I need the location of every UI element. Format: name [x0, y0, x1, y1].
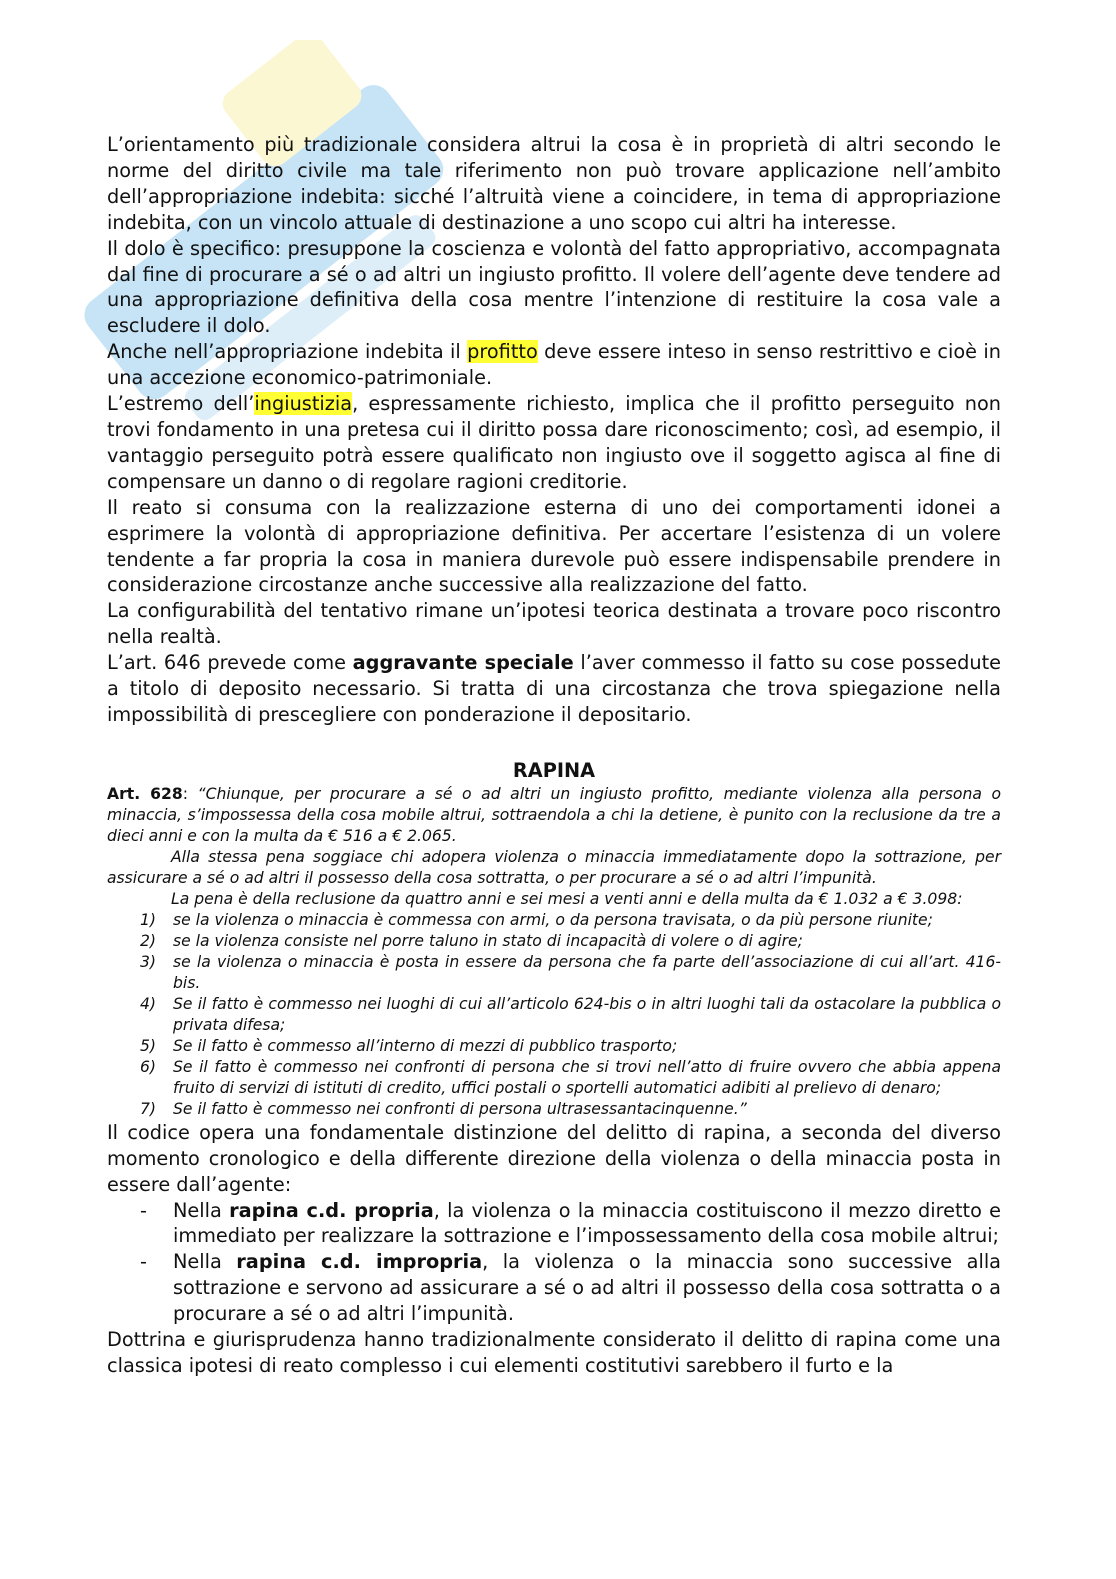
paragraph-orientamento: L’orientamento più tradizionale considera altrui la cosa è in proprietà di altri secondo le norme del diritto civile ma tale riferimento non può trovare applicazione nell’ambito dell’appropriazione indebita: sicché l’altruità viene a coincidere, in tema di appropriazione indebita, con un vincolo attuale di destinazione a uno scopo cui altri ha interesse.: [107, 133, 1001, 234]
dash-bullet: -: [140, 1250, 147, 1274]
paragraph-aggravante: [107, 650, 1001, 728]
law-item-text: se la violenza o minaccia è posta in essere da persona che fa parte dell’associazione di cui all’art. 416-bis.: [173, 952, 1001, 992]
law-item-text: Se il fatto è commesso nei luoghi di cui all’articolo 624-bis o in altri luoghi tali da ostacolare la pubblica o privata difesa;: [173, 994, 1001, 1034]
paragraph-profitto: [107, 339, 1001, 391]
text-run: , espressamente richiesto, implica che il profitto perseguito non trovi fondamento in una pretesa cui il diritto possa dare riconoscimento; così, ad esempio, il vantaggio perseguito potrà essere qualificato non ingiusto ove il soggetto agisca al fine di compensare un danno o di regolare ragioni creditorie.: [107, 392, 1001, 493]
paragraph-consumazione: Il reato si consuma con la realizzazione esterna di uno dei comportamenti idonei a esprimere la volontà di appropriazione definitiva. Per accertare l’esistenza di un volere tendente a far propria la cosa in maniera durevole può essere indispensabile prendere in considerazione circostanze anche successive alla realizzazione del fatto.: [107, 495, 1001, 597]
text-run: , la violenza o la minaccia sono successive alla sottrazione e servono ad assicurare a sé o ad altri il possesso della cosa sottratta o a procurare a sé o ad altri l’impunità.: [173, 1250, 1001, 1326]
bold-term: rapina c.d. propria: [229, 1198, 434, 1222]
text-run: Nella: [173, 1250, 237, 1274]
law-item: [107, 910, 1001, 931]
paragraph-distinzione: Il codice opera una fondamentale distinzione del delitto di rapina, a seconda del diverso momento cronologico e della differente direzione della violenza o della minaccia posta in essere dall’agente:: [107, 1120, 1001, 1196]
highlight-ingiustizia: ingiustizia: [254, 392, 353, 416]
law-item: [107, 1057, 1001, 1099]
text-run: L’art. 646 prevede come: [107, 651, 353, 675]
law-quote: [107, 784, 1001, 1120]
law-item: [107, 952, 1001, 994]
article-colon: :: [182, 784, 198, 803]
law-item-text: se la violenza o minaccia è commessa con armi, o da persona travisata, o da più persone riunite;: [173, 910, 933, 929]
document-page: [107, 132, 1001, 1379]
law-para-2: Alla stessa pena soggiace chi adopera violenza o minaccia immediatamente dopo la sottrazione, per assicurare a sé o ad altri il possesso della cosa sottratta, o per procurare a sé o ad altri l’impunità.: [107, 847, 1001, 887]
law-item-number: 4): [140, 994, 157, 1013]
text-run: deve essere inteso in senso restrittivo e cioè in una accezione economico-patrimoniale.: [107, 340, 1001, 390]
text-run: Nella: [173, 1198, 230, 1222]
list-item-rapina-impropria: [107, 1249, 1001, 1327]
law-item-number: 6): [140, 1057, 157, 1076]
dash-bullet: -: [140, 1198, 147, 1222]
law-item-text: Se il fatto è commesso all’interno di mezzi di pubblico trasporto;: [173, 1036, 678, 1055]
paragraph-tentativo: La configurabilità del tentativo rimane un’ipotesi teorica destinata a trovare poco riscontro nella realtà.: [107, 599, 1001, 649]
paragraph-dolo: Il dolo è specifico: presuppone la coscienza e volontà del fatto appropriativo, accompagnata dal fine di procurare a sé o ad altri un ingiusto profitto. Il volere dell’agente deve tendere ad una appropriazione definitiva della cosa mentre l’intenzione di restituire la cosa vale a escludere il dolo.: [107, 236, 1001, 338]
section-title: RAPINA: [512, 758, 596, 782]
law-item-number: 3): [140, 952, 157, 971]
law-item-text: se la violenza consiste nel porre taluno in stato di incapacità di volere o di agire;: [173, 931, 803, 950]
list-item-rapina-propria: [107, 1198, 1001, 1250]
law-item: [107, 1099, 1001, 1120]
law-items-list: [107, 910, 1001, 1120]
law-item-number: 1): [140, 910, 157, 929]
highlight-profitto: profitto: [467, 340, 538, 364]
text-run: , la violenza o la minaccia costituiscono il mezzo diretto e immediato per realizzare la sottrazione e l’impossessamento della cosa mobile altrui;: [173, 1198, 1001, 1248]
law-item: [107, 1036, 1001, 1057]
law-text: “Chiunque, per procurare a sé o ad altri un ingiusto profitto, mediante violenza alla persona o minaccia, s’impossessa della cosa mobile altrui, sottraendola a chi la detiene, è punito con la reclusione da tre a dieci anni e con la multa da € 516 a € 2.065.: [107, 784, 1001, 845]
paragraph-dottrina: Dottrina e giurisprudenza hanno tradizionalmente considerato il delitto di rapina come una classica ipotesi di reato complesso i cui elementi costitutivi sarebbero il furto e la: [107, 1328, 1001, 1377]
bold-term: rapina c.d. impropria: [236, 1250, 483, 1274]
law-item-number: 2): [140, 931, 157, 950]
article-label: Art. 628: [107, 784, 183, 803]
text-run: L’estremo dell’: [107, 392, 255, 416]
law-item-number: 7): [140, 1099, 157, 1118]
text-run: l’aver commesso il fatto su cose possedute a titolo di deposito necessario. Si tratta di una circostanza che trova spiegazione nella impossibilità di prescegliere con ponderazione il depositario.: [107, 651, 1001, 726]
text-run: Anche nell’appropriazione indebita il: [107, 340, 468, 364]
law-item: [107, 994, 1001, 1036]
law-item: [107, 931, 1001, 952]
law-item-text: Se il fatto è commesso nei confronti di persona ultrasessantacinquenne.”: [173, 1099, 747, 1118]
paragraph-ingiustizia: [107, 391, 1001, 495]
law-para-1: [107, 784, 1001, 847]
rapina-types-list: [107, 1198, 1001, 1328]
law-item-text: Se il fatto è commesso nei confronti di persona che si trovi nell’atto di fruire ovvero che abbia appena fruito di servizi di istituti di credito, uffici postali o sportelli automatici adibiti al prelievo di denaro;: [173, 1057, 1001, 1097]
law-item-number: 5): [140, 1036, 157, 1055]
law-para-3: La pena è della reclusione da quattro anni e sei mesi a venti anni e della multa da € 1.032 a € 3.098:: [171, 889, 963, 908]
bold-aggravante-speciale: aggravante speciale: [352, 651, 574, 675]
